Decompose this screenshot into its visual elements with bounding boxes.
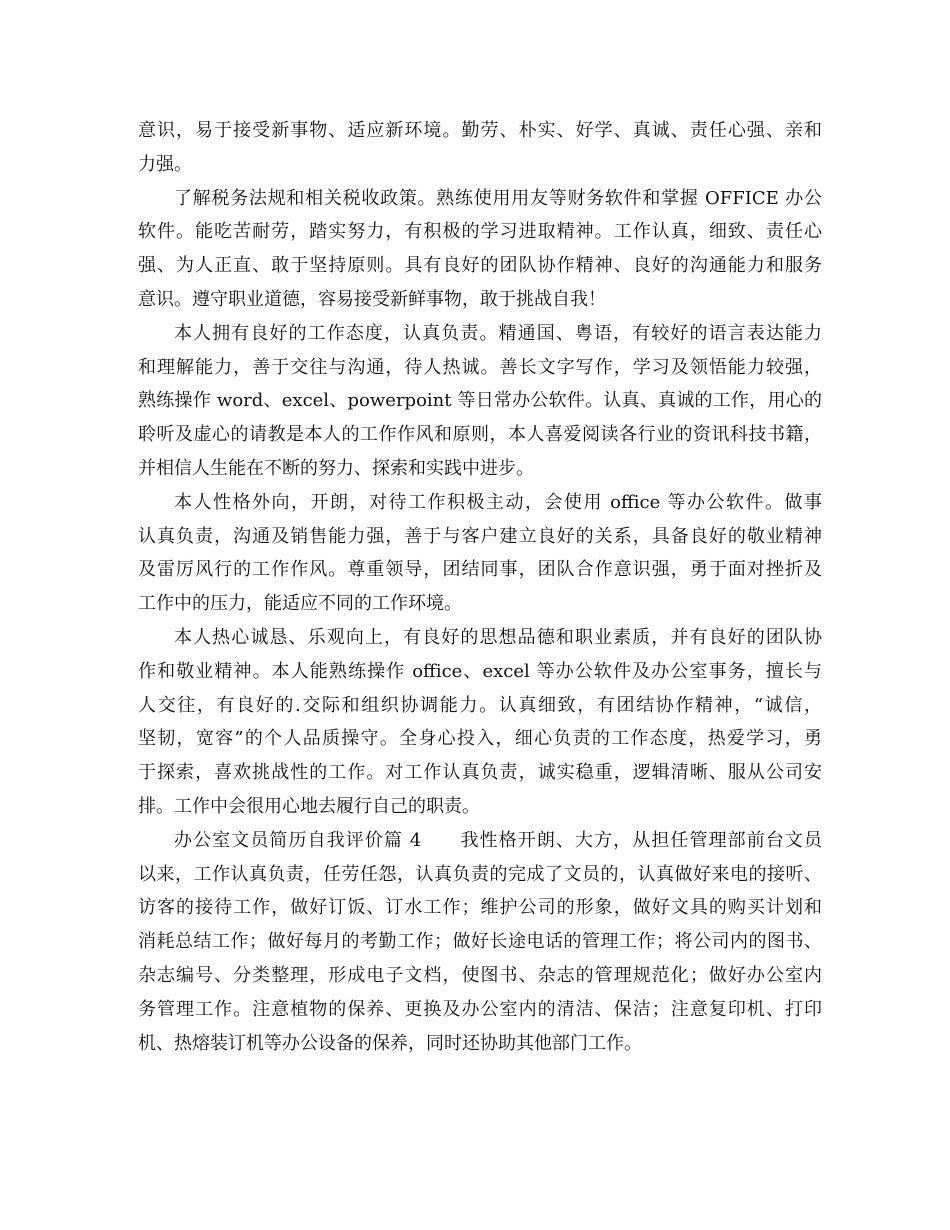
text-line: 及雷厉风行的工作作风。尊重领导，团结同事，团队合作意识强，勇于面对挫折及 xyxy=(138,559,822,581)
text-line: 熟练操作 word、excel、powerpoint 等日常办公软件。认真、真诚的工作，用心的 xyxy=(138,390,822,412)
text-line: 意识，易于接受新事物、适应新环境。勤劳、朴实、好学、真诚、责任心强、亲和 xyxy=(138,120,822,141)
text-line: 机、热熔装订机等办公设备的保养，同时还协助其他部门工作。 xyxy=(138,1032,642,1054)
text-line: 坚韧，宽容”的个人品质操守。全身心投入，细心负责的工作态度，热爱学习，勇 xyxy=(138,728,822,750)
text-line: 意识。遵守职业道德，容易接受新鲜事物，敢于挑战自我！ xyxy=(138,288,606,310)
text-line: 以来，工作认真负责，任劳任怨，认真负责的完成了文员的，认真做好来电的接听、 xyxy=(138,863,822,885)
text-line: 并相信人生能在不断的努力、探索和实践中进步。 xyxy=(138,457,534,479)
text-line: 杂志编号、分类整理，形成电子文档，使图书、杂志的管理规范化；做好办公室内 xyxy=(138,964,822,986)
text-line: 本人热心诚恳、乐观向上，有良好的思想品德和职业素质，并有良好的团队协 xyxy=(174,626,822,648)
text-line: 了解税务法规和相关税收政策。熟练使用用友等财务软件和掌握 OFFICE 办公 xyxy=(174,187,822,209)
text-line: 于探索，喜欢挑战性的工作。对工作认真负责，诚实稳重，逻辑清晰、服从公司安 xyxy=(138,762,822,784)
text-line: 访客的接待工作，做好订饭、订水工作；维护公司的形象，做好文具的购买计划和 xyxy=(138,897,822,919)
text-line: 和理解能力，善于交往与沟通，待人热诚。善长文字写作，学习及领悟能力较强， xyxy=(138,356,822,378)
text-line: 强、为人正直、敢于坚持原则。具有良好的团队协作精神、良好的沟通能力和服务 xyxy=(138,255,822,277)
text-line: 人交往，有良好的.交际和组织协调能力。认真细致，有团结协作精神，“诚信， xyxy=(138,694,822,716)
text-line: 本人性格外向，开朗，对待工作积极主动，会使用 office 等办公软件。做事 xyxy=(174,491,822,513)
text-line: 本人拥有良好的工作态度，认真负责。精通国、粤语，有较好的语言表达能力 xyxy=(174,322,822,344)
text-line: 排。工作中会很用心地去履行自己的职责。 xyxy=(138,795,480,817)
text-line: 聆听及虚心的请教是本人的工作作风和原则，本人喜爱阅读各行业的资讯科技书籍， xyxy=(138,424,822,446)
text-line: 认真负责，沟通及销售能力强，善于与客户建立良好的关系，具备良好的敬业精神 xyxy=(138,525,822,547)
text-line: 力强。 xyxy=(138,153,192,175)
text-line: 消耗总结工作；做好每月的考勤工作；做好长途电话的管理工作；将公司内的图书、 xyxy=(138,931,822,953)
text-line: 软件。能吃苦耐劳，踏实努力，有积极的学习进取精神。工作认真，细致、责任心 xyxy=(138,221,822,243)
text-line: 办公室文员简历自我评价篇 4 我性格开朗、大方，从担任管理部前台文员 xyxy=(174,829,822,851)
document-body xyxy=(138,114,822,1060)
text-line: 工作中的压力，能适应不同的工作环境。 xyxy=(138,593,462,615)
text-line: 务管理工作。注意植物的保养、更换及办公室内的清洁、保洁；注意复印机、打印 xyxy=(138,998,822,1020)
text-line: 作和敬业精神。本人能熟练操作 office、excel 等办公软件及办公室事务，擅长与 xyxy=(138,660,822,682)
